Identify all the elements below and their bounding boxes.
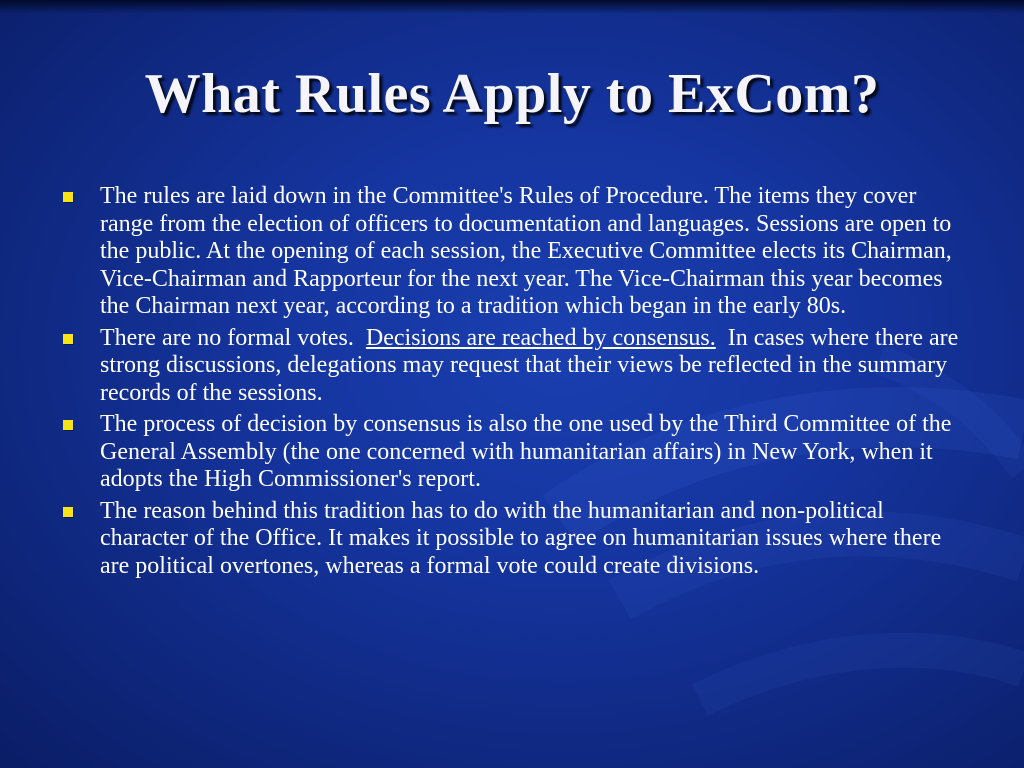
- bullet-item: [0, 183, 1024, 321]
- top-band: [0, 0, 1024, 14]
- bullet-text: The rules are laid down in the Committee's Rules of Procedure. The items they cover range from the election of officers to documentation and languages. Sessions are open to the public. At the opening of each session, the Executive Committee elects its Chairman, Vice-Chairman and Rapporteur for the next year. The Vice-Chairman this year becomes the Chairman next year, according to a tradition which began in the early 80s.: [100, 183, 952, 319]
- bullet-list: [0, 183, 1024, 584]
- slide-title: What Rules Apply to ExCom?: [144, 63, 880, 125]
- bullet-item: [0, 498, 1024, 581]
- bullet-item: [0, 325, 1024, 408]
- yellow-square-bullet-icon: [63, 192, 73, 202]
- bullet-text: The reason behind this tradition has to do with the humanitarian and non-political character of the Office. It makes it possible to agree on humanitarian issues where there are political overtones, whereas a formal vote could create divisions.: [100, 497, 942, 579]
- bullet-text: The process of decision by consensus is also the one used by the Third Committee of the General Assembly (the one concerned with humanitarian affairs) in New York, when it adopts the High Commissioner's report.: [100, 411, 952, 492]
- yellow-square-bullet-icon: [63, 334, 73, 344]
- bullet-text-after: In cases where there are strong discussions, delegations may request that their views be reflected in the summary records of the sessions.: [100, 324, 965, 406]
- yellow-square-bullet-icon: [63, 420, 73, 430]
- yellow-square-bullet-icon: [63, 507, 73, 517]
- bullet-text-underlined: Decisions are reached by consensus.: [365, 324, 716, 351]
- bullet-text-before: There are no formal votes.: [100, 324, 366, 351]
- bullet-item: [0, 411, 1024, 494]
